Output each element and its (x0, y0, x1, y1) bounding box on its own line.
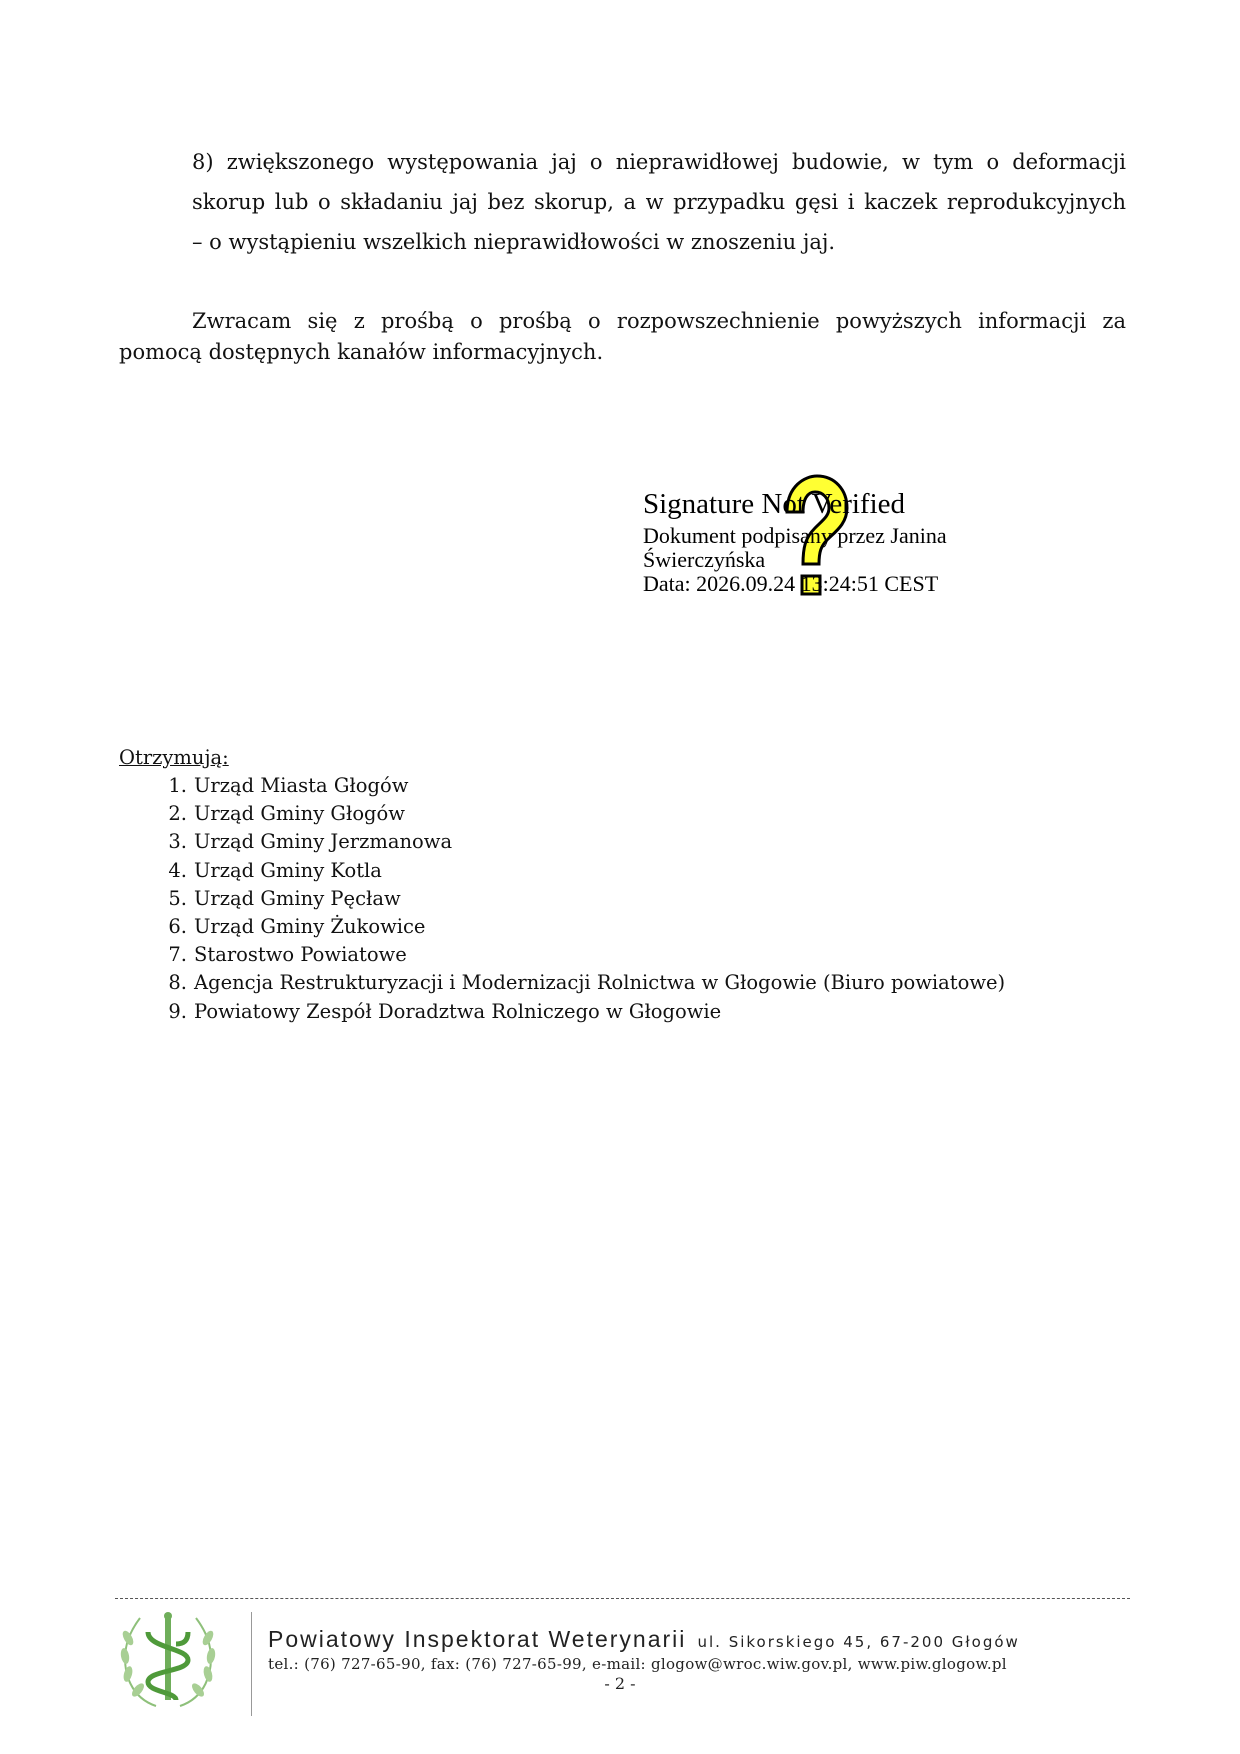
signature-block[interactable] (643, 484, 1063, 596)
footer-vertical-separator (251, 1612, 252, 1716)
list-item (119, 913, 1005, 941)
request-line-2: pomocą dostępnych kanałów informacyjnych. (119, 340, 604, 364)
list-item (119, 828, 1005, 856)
footer-org-name: Powiatowy Inspektorat Weterynarii (268, 1626, 687, 1652)
list-item-number: 8. (168, 971, 187, 995)
list-item (119, 941, 1005, 969)
list-item-number: 7. (168, 943, 187, 967)
list-item (119, 885, 1005, 913)
signature-status: Signature Not Verified (643, 488, 906, 520)
page-number: - 2 - (604, 1674, 636, 1693)
list-item (119, 772, 1005, 800)
signature-date: Data: 2026.09.24 13:24:51 CEST (643, 571, 939, 596)
list-item-text: Urząd Gminy Pęcław (194, 886, 401, 910)
request-paragraph (119, 306, 1126, 368)
list-item-text: Urząd Gminy Głogów (194, 802, 405, 826)
list-item-text: Powiatowy Zespół Doradztwa Rolniczego w Głogowie (194, 999, 722, 1023)
list-item-text: Agencja Restrukturyzacji i Modernizacji Rolnictwa w Głogowie (Biuro powiatowe) (194, 971, 1006, 995)
request-line-1: Zwracam się z prośbą o prośbą o rozpowszechnienie powyższych informacji za (192, 309, 1126, 333)
list-item (119, 800, 1005, 828)
list-item (119, 969, 1005, 997)
list-item-text: Urząd Gminy Żukowice (194, 915, 426, 939)
list-item-number: 4. (168, 858, 187, 882)
list-item-number: 3. (168, 830, 187, 854)
list-item-number: 1. (168, 774, 187, 797)
recipients-list (119, 772, 1005, 1026)
signature-signer-line: Dokument podpisany przez Janina (643, 523, 947, 548)
list-item-text: Urząd Miasta Głogów (194, 774, 409, 797)
list-item (119, 857, 1005, 885)
footer-address: ul. Sikorskiego 45, 67-200 Głogów (697, 1633, 1020, 1651)
item-8-line-3: – o wystąpieniu wszelkich nieprawidłowości w znoszeniu jaj. (192, 230, 836, 254)
footer-divider (115, 1598, 1130, 1599)
list-item-number: 5. (168, 886, 187, 910)
footer-org-line (268, 1626, 1020, 1653)
item-8-line-1: 8) zwiększonego występowania jaj o nieprawidłowej budowie, w tym o deformacji (192, 150, 1126, 174)
list-item-text: Urząd Gminy Jerzmanowa (194, 830, 453, 854)
item-8-paragraph (192, 142, 1126, 262)
list-item-number: 2. (168, 802, 187, 826)
item-8-line-2: skorup lub o składaniu jaj bez skorup, a w przypadku gęsi i kaczek reprodukcyjnych (192, 190, 1126, 214)
signature-signer-name: Świerczyńska (643, 547, 766, 572)
caduceus-laurel-logo-icon (118, 1608, 218, 1713)
footer-contact: tel.: (76) 727-65-90, fax: (76) 727-65-99, e-mail: glogow@wroc.wiw.gov.pl, www.piw.glogow.pl (268, 1655, 1007, 1673)
recipients-title: Otrzymują: (119, 746, 229, 769)
list-item-text: Starostwo Powiatowe (194, 943, 407, 967)
list-item (119, 998, 1005, 1026)
recipients-section (119, 744, 1005, 1026)
list-item-text: Urząd Gminy Kotla (194, 858, 382, 882)
list-item-number: 6. (168, 915, 187, 939)
list-item-number: 9. (168, 999, 187, 1023)
